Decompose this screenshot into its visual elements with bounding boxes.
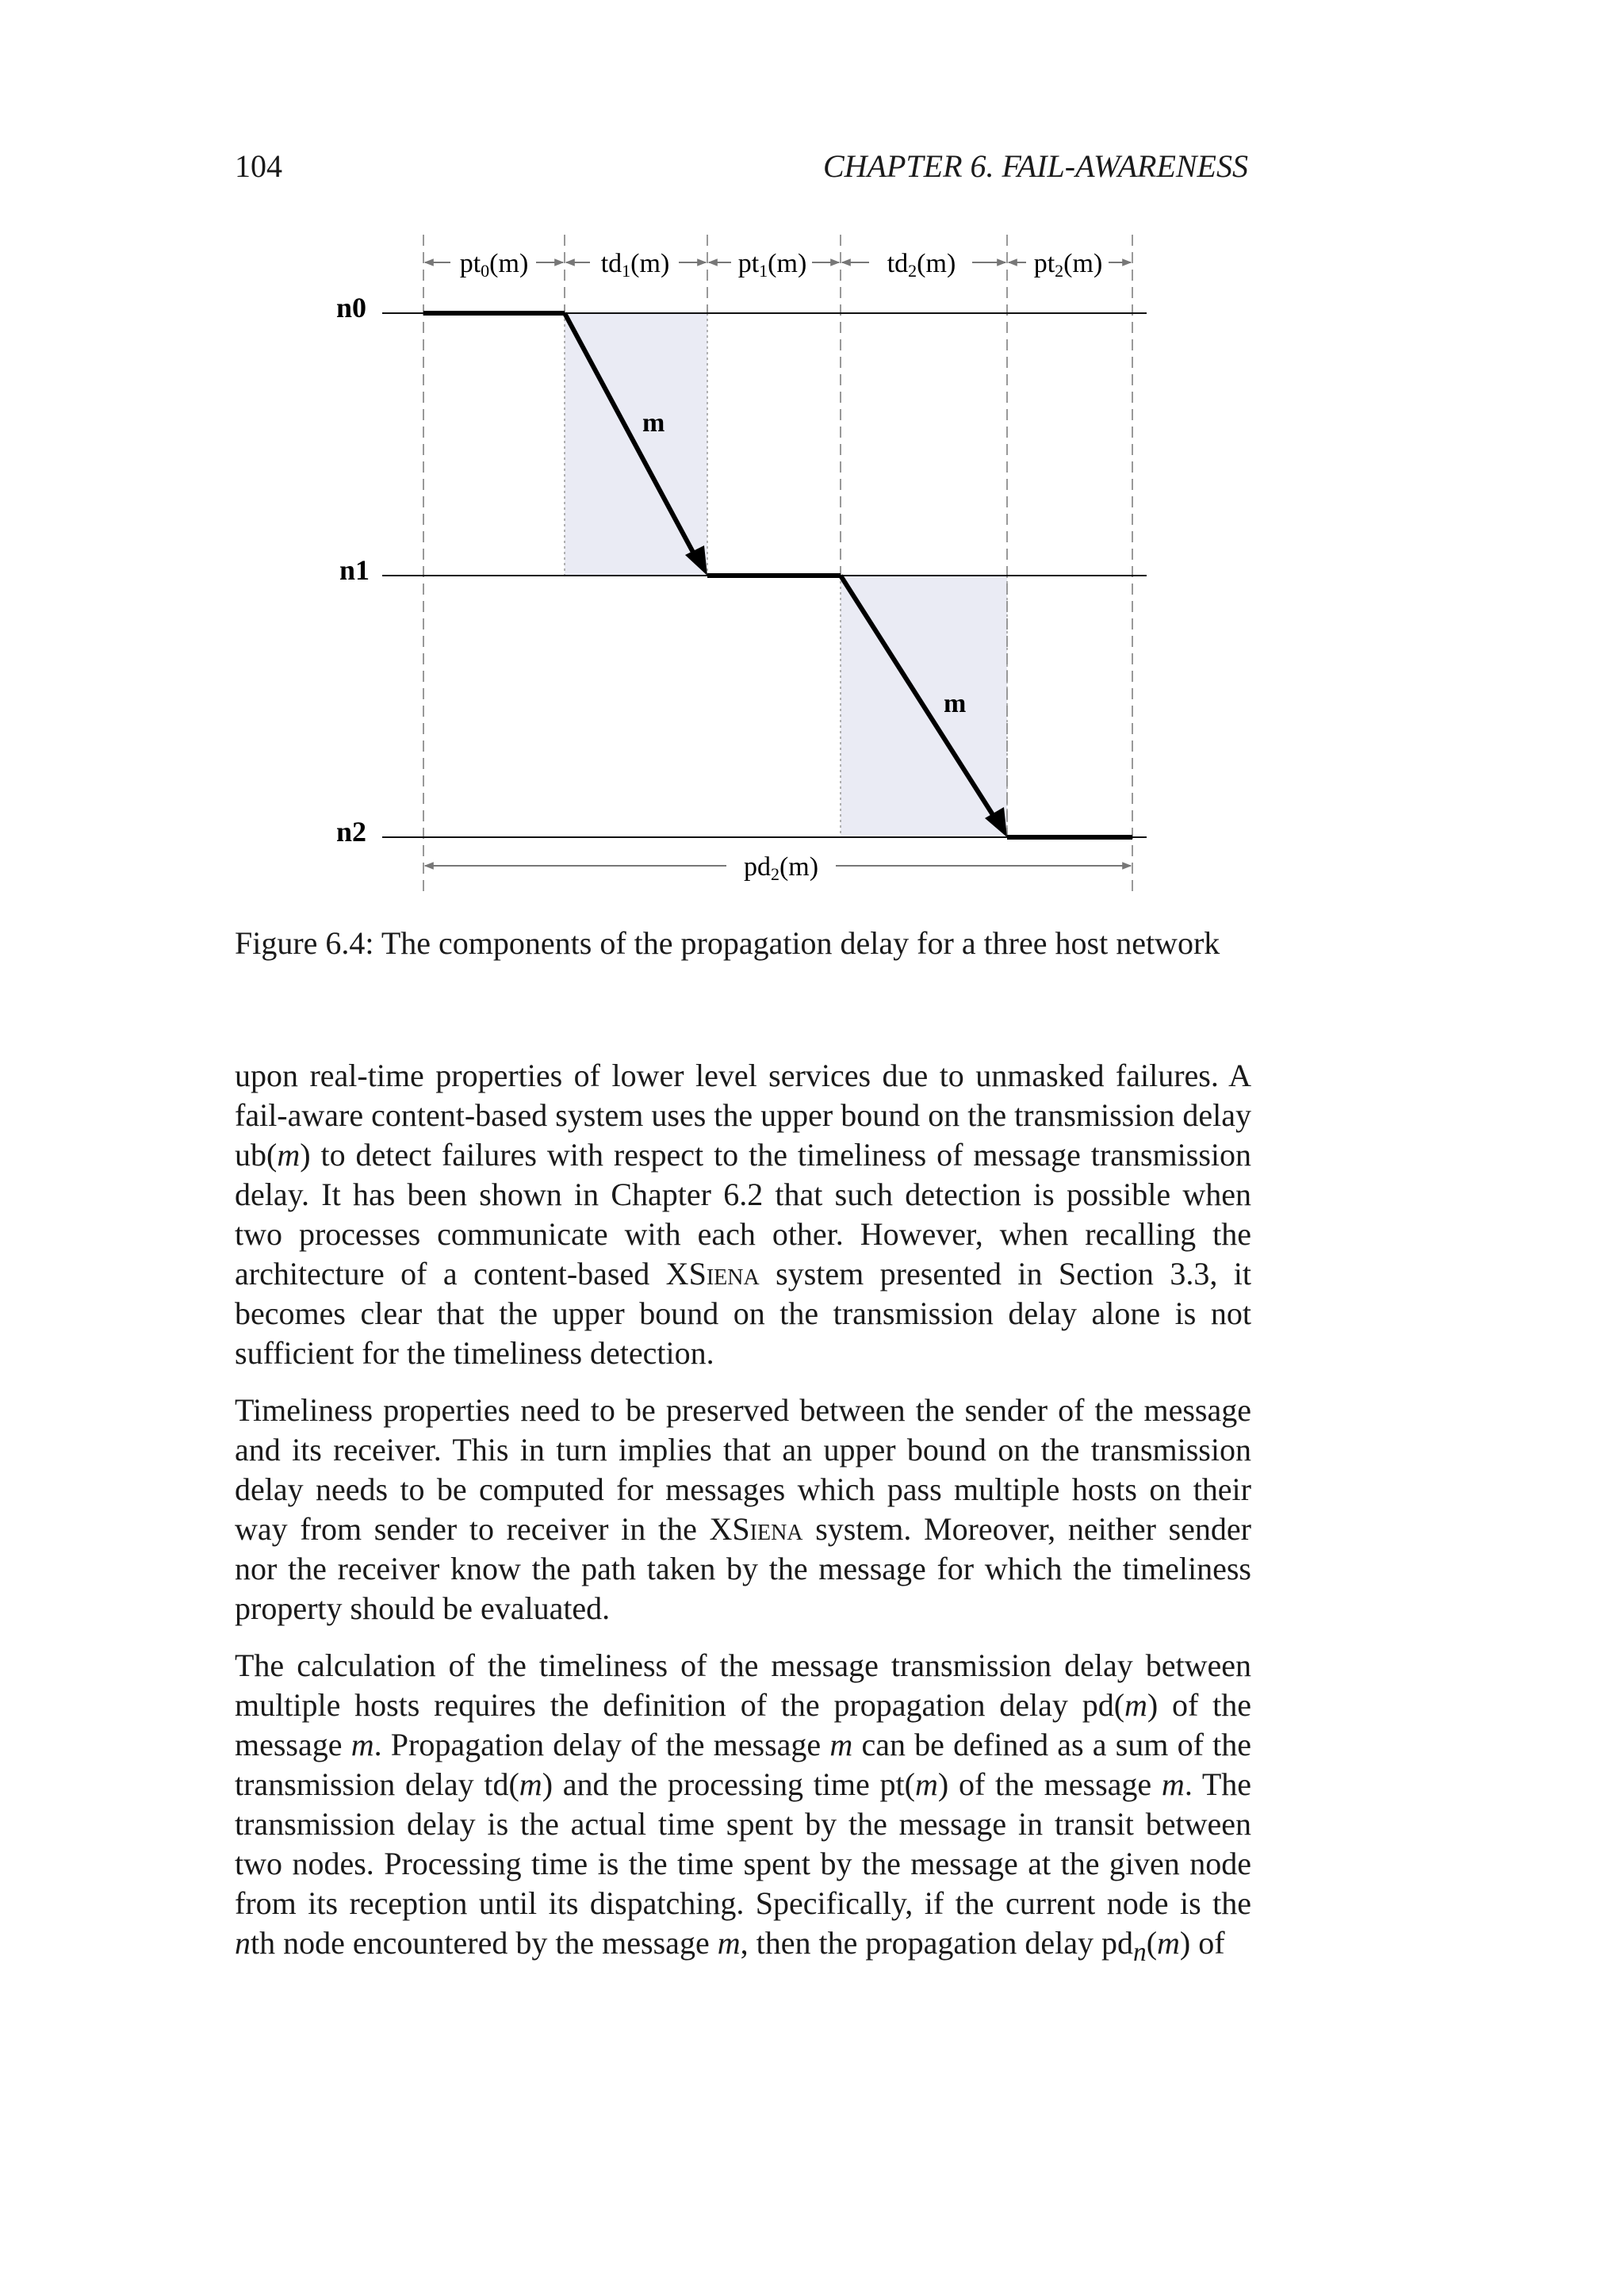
segment-label-pt1: pt1(m) xyxy=(737,249,807,281)
node-label-n2: n2 xyxy=(336,816,367,848)
segment-label-td1: td1(m) xyxy=(600,249,670,281)
segment-label-pt2: pt2(m) xyxy=(1033,249,1103,281)
paragraph-1: upon real-time properties of lower level services due to unmasked failures. A fail-aware content-based system uses the upper bound on the transmission delay ub(m) to detect failures with respect to the timeliness of message transmission delay. It has been shown in Chapter 6.2 that such detection is possible when two processes communicate with each other. However, when recalling the architecture of a content-based XSiena system presented in Section 3.3, it becomes clear that the upper bound on the transmission delay alone is not sufficient for the timeliness detection. xyxy=(235,1058,1251,1371)
total-label-pd2: pd2(m) xyxy=(743,852,819,884)
page-number: 104 xyxy=(235,148,282,184)
node-label-n0: n0 xyxy=(336,292,367,323)
figure-caption: Figure 6.4: The components of the propagation delay for a three host network xyxy=(235,925,1220,961)
propagation-delay-figure xyxy=(0,0,1624,904)
time-guides xyxy=(423,235,1132,892)
message-label-1: m xyxy=(642,408,665,438)
running-head: CHAPTER 6. FAIL-AWARENESS xyxy=(822,148,1248,184)
segment-label-td2: td2(m) xyxy=(887,249,956,281)
body-text xyxy=(235,1056,1251,1990)
paragraph-3: The calculation of the timeliness of the message transmission delay between multiple hosts requires the definition of the propagation delay pd(m) of the message m. Propagation delay of the message m can be defined as a sum of the transmission delay td(m) and the processing time pt(m) of the message m. The transmission delay is the actual time spent by the message in transit between two nodes. Processing time is the time spent by the message at the given node from its reception until its dispatching. Specifically, if the current node is the nth node encountered by the message m, then the propagation delay $pd_n(m)$ of xyxy=(235,1647,1252,1967)
segment-label-pt0: pt0(m) xyxy=(459,249,529,281)
message-label-2: m xyxy=(944,689,967,718)
paragraph-2: Timeliness properties need to be preserved between the sender of the message and its receiver. This in turn implies that an upper bound on the transmission delay needs to be computed for messages which pass multiple hosts on their way from sender to receiver in the XSiena system. Moreover, neither sender nor the receiver know the path taken by the message for which the timeliness property should be evaluated. xyxy=(235,1392,1251,1626)
node-label-n1: n1 xyxy=(339,554,370,586)
